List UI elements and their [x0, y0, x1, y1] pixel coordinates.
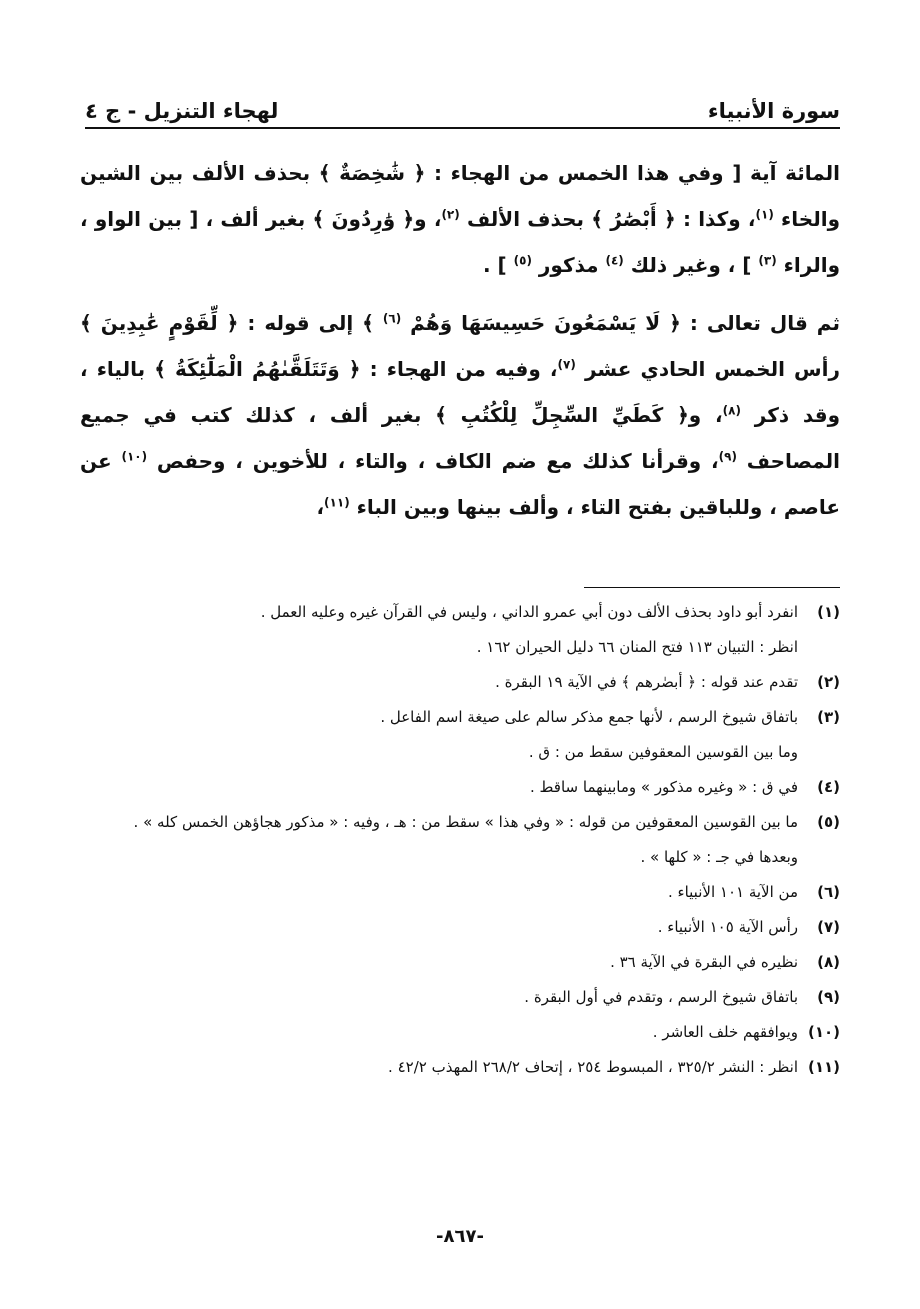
footnote-marker: (٩) — [718, 449, 737, 464]
header-book-title: لهجاء التنزيل - ج ٤ — [85, 98, 279, 123]
footnote — [80, 952, 840, 972]
footnote-continuation: انظر : التبيان ١١٣ فتح المنان ٦٦ دليل الحيران ١٦٢ . — [476, 638, 798, 656]
text-segment: ، — [316, 495, 325, 519]
footnote-marker: (٤) — [605, 253, 624, 268]
footnote-text: رأس الآية ١٠٥ الأنبياء . — [657, 918, 798, 936]
footnote-number: (٢) — [817, 673, 840, 691]
footnote-marker: (١١) — [324, 495, 350, 510]
text-segment: مذكور — [531, 253, 606, 277]
footnote — [80, 987, 840, 1007]
header-rule — [85, 127, 840, 129]
running-header — [85, 80, 840, 124]
footnote — [80, 602, 840, 622]
footnote-number: (٨) — [817, 953, 840, 971]
footnote-marker: (٦) — [382, 311, 402, 326]
footnote-number: (٩) — [817, 988, 840, 1006]
footnote-number: (٣) — [817, 708, 840, 726]
footnote — [80, 672, 840, 692]
footnote-marker: (٢) — [441, 207, 460, 222]
text-segment: ، وقرأنا كذلك مع ضم الكاف ، والتاء ، للأخوين ، وحفص — [147, 449, 719, 473]
footnote-marker: (٧) — [557, 357, 576, 372]
footnote-text: باتفاق شيوخ الرسم ، لأنها جمع مذكر سالم على صيغة اسم الفاعل . — [380, 708, 798, 726]
footnote-marker: (١٠) — [121, 449, 148, 464]
body-paragraph — [80, 150, 840, 288]
footnote-continuation: وبعدها في جـ : « كلها » . — [640, 848, 798, 866]
footnote-separator — [584, 587, 840, 588]
footnote — [80, 1057, 840, 1077]
footnote — [80, 812, 840, 832]
footnote — [80, 917, 840, 937]
footnote-text: تقدم عند قوله : ﴿ أبصٰرهم ﴾ في الآية ١٩ البقرة . — [495, 673, 798, 691]
footnote-text: انفرد أبو داود بحذف الألف دون أبي عمرو الداني ، وليس في القرآن غيره وعليه العمل . — [260, 603, 798, 621]
footnote — [80, 777, 840, 797]
footnote-number: (٤) — [817, 778, 840, 796]
footnotes — [80, 602, 840, 1092]
footnote-marker: (١) — [755, 207, 774, 222]
footnote-marker: (٣) — [758, 253, 777, 268]
text-segment: ، وكذا : ﴿ أَبْصَٰرُ ﴾ بحذف الألف — [459, 207, 756, 231]
page-number: -٨٦٧- — [436, 1226, 484, 1247]
text-segment: ، و﴿ وَٰرِدُونَ ﴾ بغير ألف ، [ بين الواو ، والراء — [80, 207, 840, 277]
footnote-continuation: وما بين القوسين المعقوفين سقط من : ق . — [528, 743, 798, 761]
footnote — [80, 707, 840, 727]
text-segment: ﴾ إلى قوله : ﴿ لِّقَوْمٍ عَٰبِدِينَ ﴾ رأس الخمس الحادي عشر — [80, 311, 840, 381]
text-segment: المائة آية [ وفي هذا الخمس من الهجاء : ﴿ شَٰخِصَةٌ ﴾ بحذف الألف بين الشين والخاء — [80, 161, 841, 231]
footnote — [80, 882, 840, 902]
text-segment: عن عاصم ، وللباقين بفتح التاء ، وألف بينها وبين الباء — [80, 449, 840, 519]
footnote-text: ويوافقهم خلف العاشر . — [652, 1023, 798, 1041]
footnote-text: في ق : « وغيره مذكور » ومابينهما ساقط . — [530, 778, 798, 796]
footnote-marker: (٨) — [722, 403, 741, 418]
text-segment: ، وفيه من الهجاء : ﴿ وَتَتَلَقَّىٰهُمُ الْمَلَٰٓئِكَةُ ﴾ بالياء ، وقد ذكر — [80, 357, 840, 427]
footnote-number: (١) — [817, 603, 840, 621]
header-surah-title: سورة الأنبياء — [707, 98, 840, 123]
footnote-number: (٦) — [817, 883, 840, 901]
text-segment: ثم قال تعالى : ﴿ لَا يَسْمَعُونَ حَسِيسَهَا وَهُمْ — [401, 311, 841, 335]
footnote-number: (١٠) — [807, 1023, 840, 1041]
footnote-number: (٥) — [817, 813, 840, 831]
main-text — [80, 150, 840, 530]
text-segment: ، و﴿ كَطَيِّ السِّجِلِّ لِلْكُتُبِ ﴾ بغير ألف ، كذلك كتب في جميع المصاحف — [80, 403, 841, 473]
body-paragraph — [80, 300, 840, 530]
footnote-text: نظيره في البقرة في الآية ٣٦ . — [610, 953, 798, 971]
footnote-number: (١١) — [807, 1058, 840, 1076]
text-segment: ] ، وغير ذلك — [623, 253, 759, 277]
footnote-number: (٧) — [817, 918, 840, 936]
footnote — [80, 1022, 840, 1042]
footnote-text: باتفاق شيوخ الرسم ، وتقدم في أول البقرة . — [524, 988, 798, 1006]
footnote-marker: (٥) — [513, 253, 532, 268]
text-segment: ] . — [482, 253, 514, 277]
footnote-text: من الآية ١٠١ الأنبياء . — [668, 883, 798, 901]
footnote-text: ما بين القوسين المعقوفين من قوله : « وفي هذا » سقط من : هـ ، وفيه : « مذكور هجاؤهن الخمس كله » . — [133, 813, 798, 831]
footnote-text: انظر : النشر ٣٢٥/٢ ، المبسوط ٢٥٤ ، إتحاف ٢٦٨/٢ المهذب ٤٢/٢ . — [388, 1058, 798, 1076]
